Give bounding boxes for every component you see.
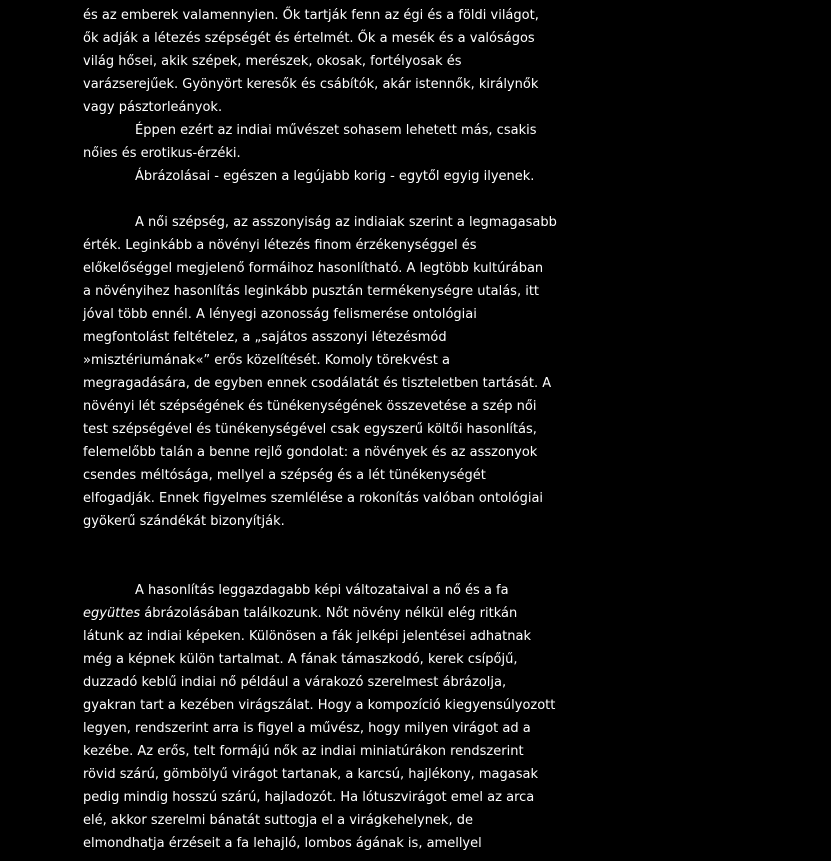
text-span: ábrázolásában találkozunk. Nőt növény nélkül elég ritkán [140, 606, 518, 621]
paragraph [83, 579, 556, 855]
text-line: kezébe. Az erős, telt formájú nők az indiai miniatúrákon rendszerint [83, 744, 524, 759]
text-line: felemelőbb talán a benne rejlő gondolat: a növények és az asszonyok [83, 445, 538, 460]
text-line: varázserejűek. Gyönyört keresők és csábítók, akár istennők, királynők [83, 77, 539, 92]
text-line: vagy pásztorleányok. [83, 100, 223, 115]
text-line: duzzadó keblű indiai nő például a várakozó szerelmest ábrázolja, [83, 675, 507, 690]
text-line: rövid szárú, gömbölyű virágot tartanak, a karcsú, hajlékony, magasak [83, 767, 538, 782]
text-line: »misztériumának«” erős közelítését. Komoly törekvést a [83, 353, 450, 368]
text-line: érték. Leginkább a növényi létezés finom érzékenységgel és [83, 238, 477, 253]
text-line [83, 602, 543, 625]
text-line: pedig mindig hosszú szárú, hajladozót. Ha lótuszvirágot emel az arca [83, 790, 535, 805]
text-line: Éppen ezért az indiai művészet sohasem lehetett más, csakis [135, 123, 537, 138]
paragraph-gap [83, 188, 543, 211]
text-line: növényi lét szépségének és tünékenységének összevetése a szép női [83, 399, 537, 414]
text-line: még a képnek külön tartalmat. A fának támaszkodó, kerek csípőjű, [83, 652, 518, 667]
paragraph [83, 4, 543, 119]
text-line: nőies és erotikus-érzéki. [83, 146, 241, 161]
text-line: megragadására, de egyben ennek csodálatát és tiszteletben tartását. A [83, 376, 552, 391]
text-line: test szépségével és tünékenységével csak egyszerű költői hasonlítás, [83, 422, 537, 437]
document-body [83, 4, 557, 855]
text-line: Ábrázolásai - egészen a legújabb korig - egytől egyig ilyenek. [135, 169, 535, 184]
text-line: ők adják a létezés szépségét és értelmét. Ők a mesék és a valóságos [83, 31, 535, 46]
text-line: elfogadják. Ennek figyelmes szemlélése a rokonítás valóban ontológiai [83, 491, 544, 506]
text-line: elé, akkor szerelmi bánatát suttogja el a virágkehelynek, de [83, 813, 473, 828]
text-line: jóval több ennél. A lényegi azonosság felismerése ontológiai [83, 307, 477, 322]
text-line: elmondhatja érzéseit a fa lehajló, lombos ágának is, amellyel [83, 836, 482, 851]
text-line: előkelőséggel megjelenő formáihoz hasonlítható. A legtöbb kultúrában [83, 261, 544, 276]
paragraph [83, 211, 557, 533]
paragraph-gap [83, 533, 543, 579]
text-line: A női szépség, az asszonyiság az indiaiak szerint a legmagasabb [135, 215, 557, 230]
paragraph [83, 165, 543, 188]
text-line: gyökerű szándékát bizonyítják. [83, 514, 285, 529]
text-line: a növényihez hasonlítás leginkább pusztán termékenységre utalás, itt [83, 284, 540, 299]
text-line: megfontolást feltételez, a „sajátos asszonyi létezésmód [83, 330, 447, 345]
text-line: gyakran tart a kezében virágszálat. Hogy a kompozíció kiegyensúlyozott [83, 698, 556, 713]
text-line: legyen, rendszerint arra is figyel a művész, hogy milyen virágot ad a [83, 721, 531, 736]
paragraph [83, 119, 543, 165]
text-line: látunk az indiai képeken. Különösen a fák jelképi jelentései adhatnak [83, 629, 531, 644]
text-line: és az emberek valamennyien. Ők tartják fenn az égi és a földi világot, [83, 8, 539, 23]
text-line: csendes méltósága, mellyel a szépség és a lét tünékenységét [83, 468, 486, 483]
text-line: világ hősei, akik szépek, merészek, okosak, fortélyosak és [83, 54, 462, 69]
italic-word: együttes [83, 606, 141, 621]
text-line: A hasonlítás leggazdagabb képi változataival a nő és a fa [135, 583, 509, 598]
